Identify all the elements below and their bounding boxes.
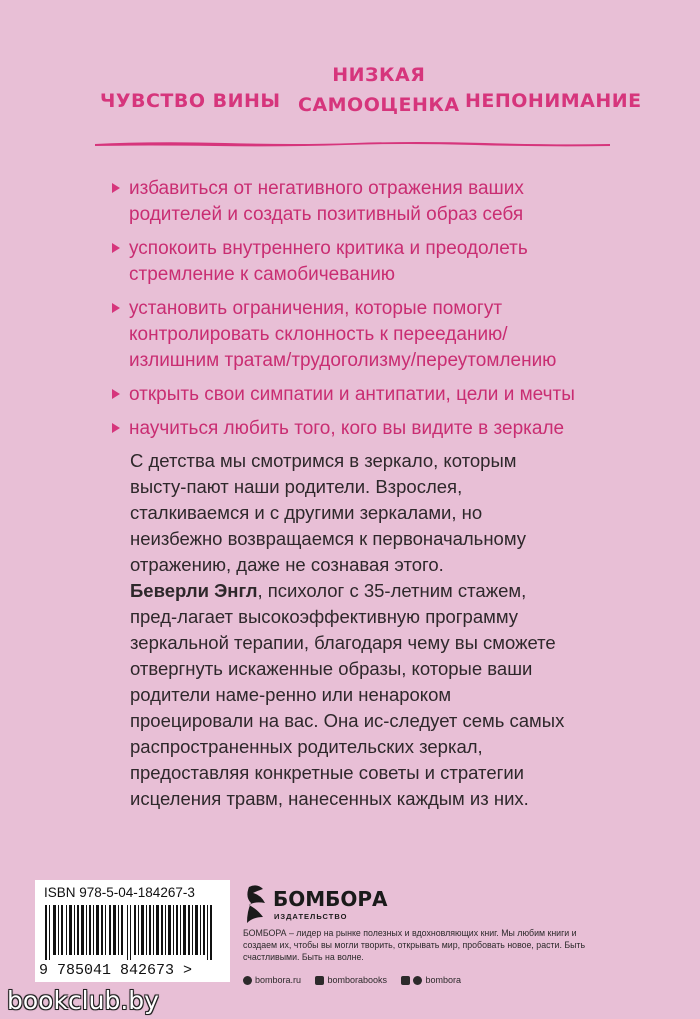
publisher-subtitle: ИЗДАТЕЛЬСТВО [274,912,348,921]
bullet-text-line: научиться любить того, кого вы видите в зеркале [129,418,565,439]
bullet-arrow-icon [112,389,120,399]
benefit-list [112,176,632,450]
author-name: Беверли Энгл [130,580,258,601]
header-word-guilt: ЧУВСТВО ВИНЫ [100,90,281,112]
list-item [112,176,632,228]
list-item [112,296,632,374]
isbn-barcode-box [35,880,230,982]
watermark: bookclub.by [7,986,159,1015]
header-words [0,0,700,140]
bullet-arrow-icon [112,423,120,433]
bullet-text-line: установить ограничения, которые помогут [129,298,503,319]
bullet-text-line: открыть свои симпатии и антипатии, цели и мечты [129,384,575,405]
publisher-logo [243,883,388,928]
isbn-label: ISBN 978-5-04-184267-3 [44,885,195,900]
bullet-text-line: стремление к самобичеванию [129,264,396,285]
list-item [112,382,632,408]
header-word-low-self-esteem [298,60,460,120]
bullet-text-line: контролировать склонность к перееданию/ [129,324,508,345]
barcode-number: 9 785041 842673 > [39,962,193,979]
social-media[interactable]: bombora [401,975,461,985]
description-text [130,448,575,812]
bullet-text-line: успокоить внутреннего критика и преодолеть [129,238,528,259]
bullet-text-line: родителей и создать позитивный образ себя [129,204,524,225]
list-item [112,236,632,288]
header-word-low-self-esteem-line2: САМООЦЕНКА [298,94,460,116]
vk-icon [315,976,324,985]
social-website[interactable]: bombora.ru [243,975,301,985]
globe-icon [243,976,252,985]
header-word-low-self-esteem-line1: НИЗКАЯ [332,64,426,86]
bullet-text-line: избавиться от негативного отражения ваших [129,178,524,199]
brush-stroke-divider [95,140,610,147]
bullet-arrow-icon [112,183,120,193]
bombora-logo-icon [243,883,271,925]
bullet-arrow-icon [112,303,120,313]
telegram-icon [413,976,422,985]
social-vk[interactable]: bomborabooks [315,975,387,985]
bullet-arrow-icon [112,243,120,253]
description-paragraph [130,578,575,812]
publisher-name: БОМБОРА [273,887,388,911]
header-word-misunderstanding: НЕПОНИМАНИЕ [465,90,642,112]
bullet-text-line: излишним тратам/трудоголизму/переутомлению [129,350,557,371]
publisher-description: БОМБОРА – лидер на рынке полезных и вдохновляющих книг. Мы любим книги и создаем их, чтобы вы могли творить, открывать мир, пробовать новое, расти. Быть счастливыми. Быть на волне. [243,928,586,962]
description-paragraph: С детства мы смотримся в зеркало, которым высту-пают наши родители. Взрослея, сталкиваемся и с другими зеркалами, но неизбежно возвращаемся к первоначальному отражению, даже не сознавая этого. [130,450,526,575]
description-paragraph-text: , психолог с 35-летним стажем, пред-лагает высокоэффективную программу зеркальной терапии, благодаря чему вы сможете отвергнуть искаженные образы, которые ваши родители наме-ренно или ненароком проецировали на вас. Она ис-следует семь самых распространенных родительских зеркал, предоставляя конкретные советы и стратегии исцеления травм, нанесенных каждым из них. [130,580,565,809]
publisher-socials [243,971,471,985]
list-item [112,416,632,442]
barcode-icon [45,905,220,960]
media-icon [401,976,410,985]
